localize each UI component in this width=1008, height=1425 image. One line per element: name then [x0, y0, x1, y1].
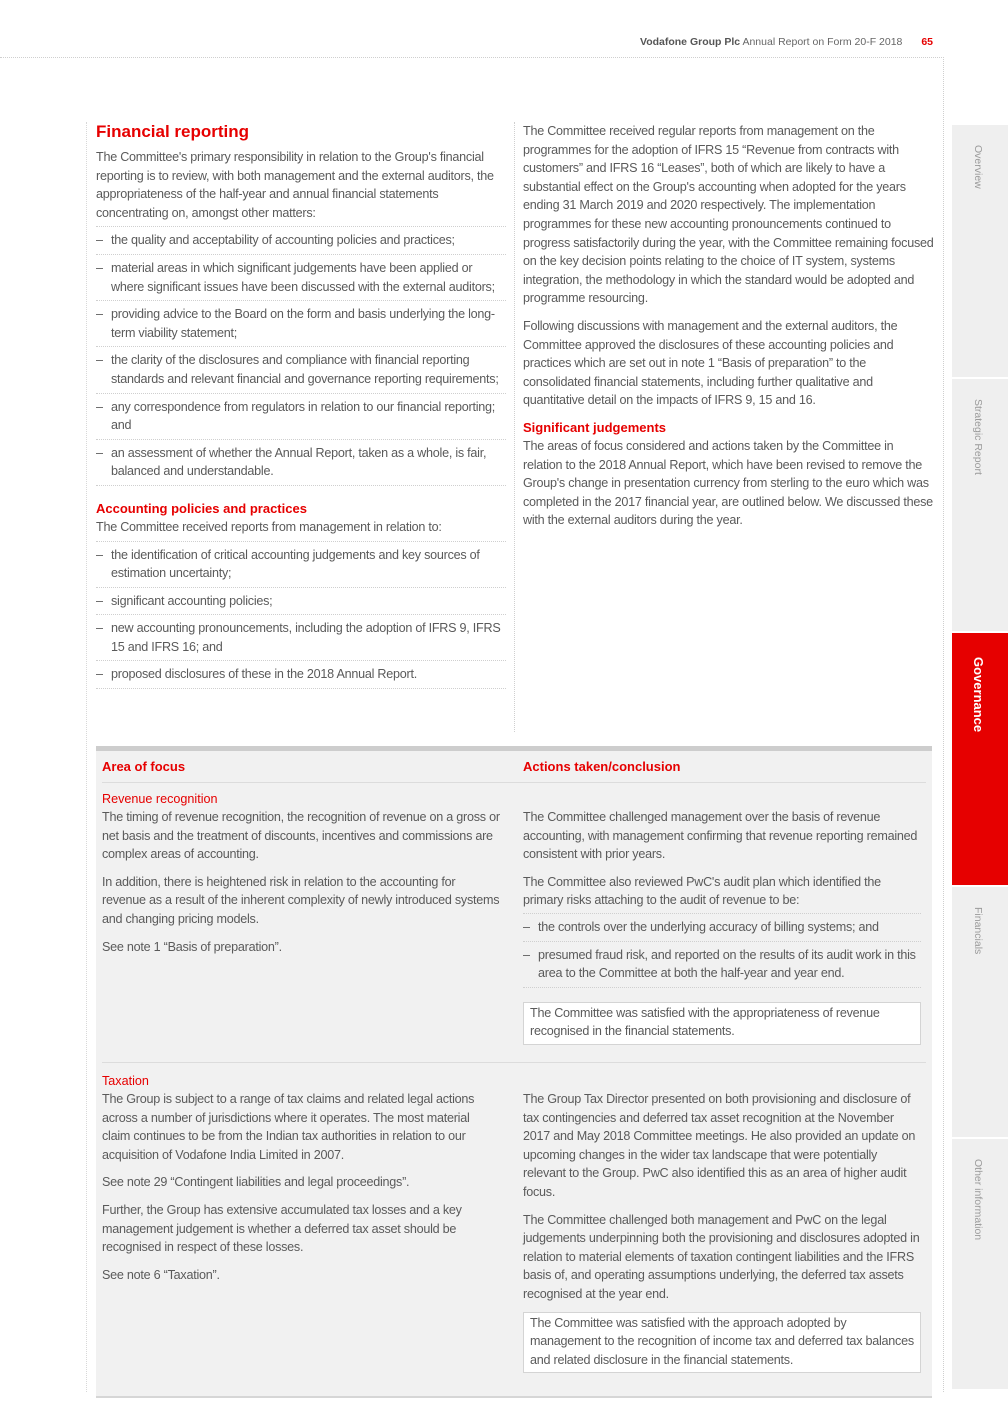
row-divider: [102, 1062, 926, 1063]
left-margin-divider: [86, 122, 87, 1392]
list-item: – material areas in which significant judgements have been applied or where significant issues have been discussed with the external auditors;: [96, 254, 506, 300]
area-cell-taxation: [102, 1072, 500, 1284]
conclusion-text: The Committee was satisfied with the approach adopted by management to the recognition of income tax and deferred tax balances and related disclosure in the financial statements.: [530, 1315, 914, 1367]
report-title: Annual Report on Form 20-F 2018: [742, 36, 903, 48]
significant-judgements-text: The areas of focus considered and actions taken by the Committee in relation to the 2018 Annual Report, which have been revised to remove the Group's change in presentation currency from sterling to the euro which was completed in the 2017 financial year, are outlined below. We discussed these with the external auditors during the year.: [523, 438, 933, 528]
right-column: [523, 122, 935, 530]
action-paragraph: The Group Tax Director presented on both provisioning and disclosure of tax contingencies and deferred tax asset recognition at the November 2017 and May 2018 Committee meetings. He also provided an update on upcoming changes in the wider tax landscape that were potentially relevant to the Group. PwC also identified this as an area of higher audit focus.: [523, 1092, 916, 1199]
page-number: 65: [921, 36, 933, 48]
financial-reporting-intro: The Committee's primary responsibility in relation to the Group's financial reporting is to review, with both management and the external auditors, the appropriateness of the half-year and annual financial statements concentrating on, amongst other matters:: [96, 150, 494, 220]
accounting-policies-heading: Accounting policies and practices: [96, 500, 307, 516]
tab-governance[interactable]: Governance: [952, 633, 1008, 885]
list-item: – presumed fraud risk, and reported on the results of its audit work in this area to the Committee at both the half-year and year end.: [523, 941, 921, 988]
area-paragraph: See note 6 “Taxation”.: [102, 1267, 220, 1282]
header-divider: [102, 782, 926, 783]
area-title: Taxation: [102, 1074, 149, 1088]
brand-name: Vodafone Group Plc: [639, 36, 741, 48]
action-cell-revenue: [523, 808, 921, 1045]
header-divider: [0, 57, 944, 58]
significant-judgements-heading: Significant judgements: [523, 419, 667, 435]
ifrs-programme-paragraph: The Committee received regular reports from management on the programmes for the adoption of IFRS 15 “Revenue from contracts with customers” and IFRS 16 “Leases”, both of which are likely to have a substantial effect on the Group's accounting when adopted for the years ending 31 March 2019 and 2020 respectively. The implementation programmes for these new accounting pronouncements continued to progress satisfactorily during the year, with the Committee remaining focused on the key decision points relating to the choice of IT system, systems integration, the methodology in which the standard would be adopted and programme resourcing.: [523, 124, 934, 306]
list-item: – any correspondence from regulators in relation to our financial reporting; and: [96, 393, 506, 439]
action-paragraph: The Committee challenged management over the basis of revenue accounting, with management confirming that revenue reporting remained consistent with prior years.: [523, 810, 918, 862]
list-item: – the identification of critical accounting judgements and key sources of estimation uncertainty;: [96, 541, 506, 587]
area-paragraph: See note 1 “Basis of preparation”.: [102, 939, 282, 954]
list-item: – providing advice to the Board on the form and basis underlying the long-term viability statement;: [96, 300, 506, 346]
page-header: [640, 36, 933, 48]
conclusion-text: The Committee was satisfied with the appropriateness of revenue recognised in the financial statements.: [530, 1005, 880, 1039]
tab-financials[interactable]: Financials: [952, 887, 1008, 1137]
accounting-policies-list: [96, 541, 506, 690]
audit-risk-list: [523, 913, 921, 988]
left-column: [96, 122, 506, 689]
action-cell-taxation: [523, 1090, 921, 1373]
column-header-actions: Actions taken/conclusion: [523, 759, 681, 774]
financial-reporting-heading: Financial reporting: [96, 122, 250, 141]
action-paragraph: The Committee also reviewed PwC's audit plan which identified the primary risks attaching to the audit of revenue to be:: [523, 874, 881, 908]
tab-overview[interactable]: Overview: [952, 125, 1008, 377]
area-paragraph: Further, the Group has extensive accumulated tax losses and a key management judgement is whether a deferred tax asset should be recognised in respect of these losses.: [102, 1202, 462, 1255]
disclosures-paragraph: Following discussions with management and the external auditors, the Committee approved the disclosures of these accounting policies and practices which are set out in note 1 “Basis of preparation” to the consolidated financial statements, including further qualitative and quantitative detail on the impacts of IFRS 9, 15 and 16.: [523, 318, 898, 408]
list-item: – an assessment of whether the Annual Report, taken as a whole, is fair, balanced and understandable.: [96, 439, 506, 486]
list-item: – significant accounting policies;: [96, 587, 506, 615]
tab-other-information[interactable]: Other information: [952, 1139, 1008, 1389]
column-header-area: Area of focus: [102, 759, 186, 774]
column-divider: [514, 122, 515, 732]
area-paragraph: The Group is subject to a range of tax claims and related legal actions across a number of jurisdictions where it operates. The most material claim continues to be from the Indian tax authorities in relation to our acquisition of Vodafone India Limited in 2007.: [102, 1092, 475, 1162]
area-cell-revenue: [102, 790, 500, 956]
action-paragraph: The Committee challenged both management and PwC on the legal judgements underpinning both the provisioning and disclosures adopted in relation to material elements of taxation contingent liabilities and the IFRS basis of, and operating assumptions underlying, the deferred tax assets recognised at the year end.: [523, 1212, 920, 1301]
list-item: – the clarity of the disclosures and compliance with financial reporting standards and relevant financial and governance reporting requirements;: [96, 346, 506, 392]
financial-reporting-list: [96, 226, 506, 486]
conclusion-box: [523, 1312, 921, 1374]
tab-strategic-report[interactable]: Strategic Report: [952, 379, 1008, 631]
area-paragraph: The timing of revenue recognition, the recognition of revenue on a gross or net basis and the treatment of discounts, incentives and commissions are complex areas of accounting.: [102, 810, 500, 862]
area-paragraph: See note 29 “Contingent liabilities and legal proceedings”.: [102, 1175, 410, 1190]
list-item: – the controls over the underlying accuracy of billing systems; and: [523, 913, 921, 941]
significant-judgements-table: [96, 746, 932, 1398]
conclusion-box: [523, 1002, 921, 1045]
accounting-policies-intro: The Committee received reports from management in relation to:: [96, 519, 442, 534]
area-paragraph: In addition, there is heightened risk in relation to the accounting for revenue as a result of the inherent complexity of newly introduced systems and changing pricing models.: [102, 874, 500, 926]
area-title: Revenue recognition: [102, 792, 218, 806]
margin-divider: [943, 57, 944, 1392]
list-item: – proposed disclosures of these in the 2018 Annual Report.: [96, 660, 506, 689]
list-item: – the quality and acceptability of accounting policies and practices;: [96, 226, 506, 254]
list-item: – new accounting pronouncements, including the adoption of IFRS 9, IFRS 15 and IFRS 16; and: [96, 614, 506, 660]
